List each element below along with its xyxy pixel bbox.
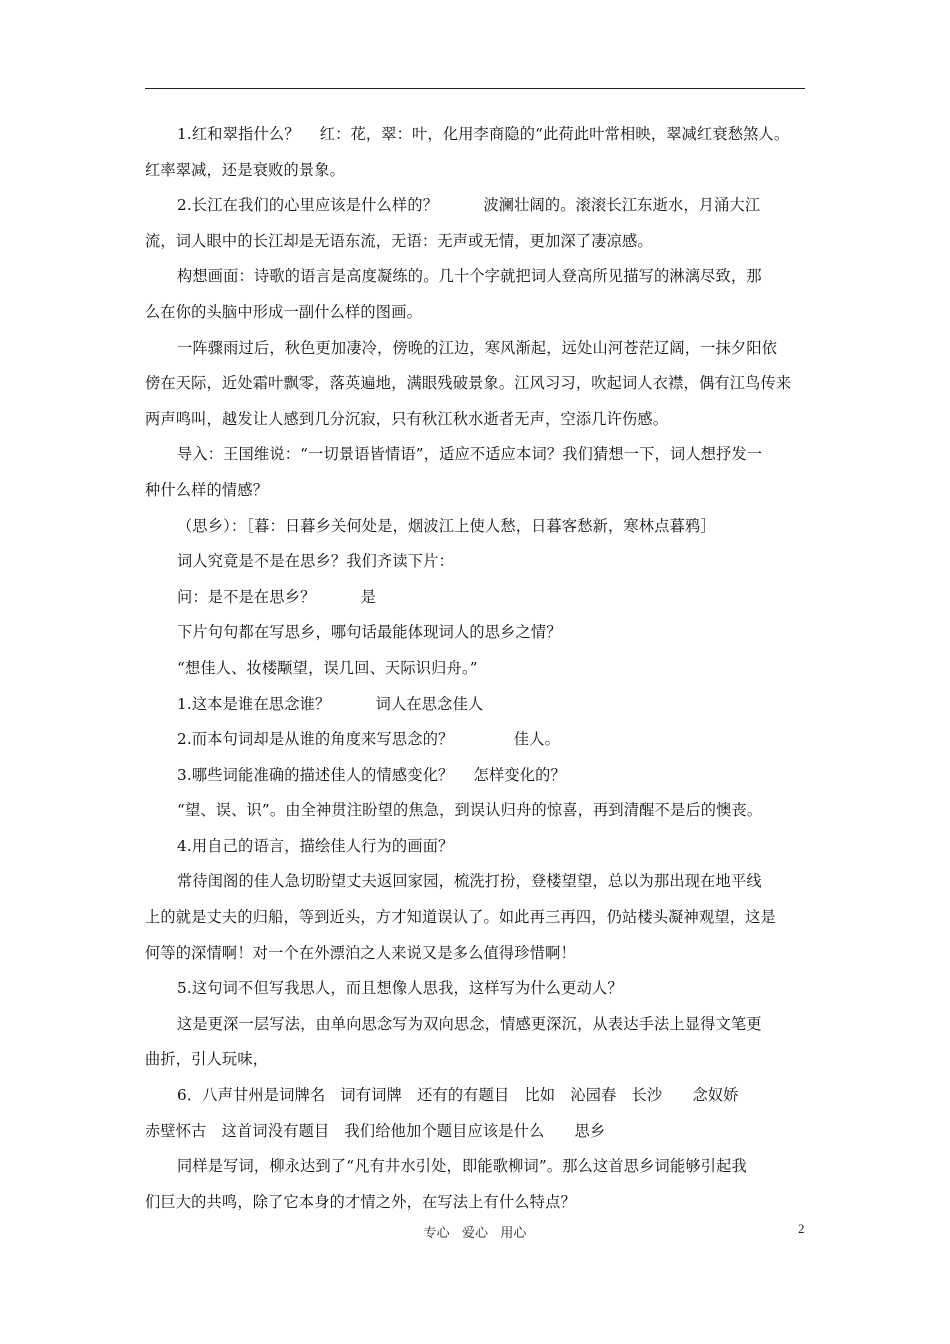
text-line: 5.这句词不但写我思人，而且想像人思我，这样写为什么更动人？ xyxy=(177,979,623,998)
text-line: 何等的深情啊！对一个在外漂泊之人来说又是多么值得珍惜啊！ xyxy=(145,943,576,962)
text-line: 4.用自己的语言，描绘佳人行为的画面？ xyxy=(177,836,454,855)
text-line: 导入：王国维说：“一切景语皆情语”，适应不适应本词？我们猜想一下，词人想抒发一 xyxy=(177,445,763,464)
footer-motto: 专心 爱心 用心 xyxy=(423,1226,527,1241)
text-line: 一阵骤雨过后，秋色更加凄冷，傍晚的江边，寒风渐起，远处山河苍茫辽阔，一抹夕阳依 xyxy=(177,338,778,357)
text-line: “想佳人、妆楼颙望，误几回、天际识归舟。” xyxy=(177,658,478,677)
text-line: 3.哪些词能准确的描述佳人的情感变化？ 怎样变化的？ xyxy=(177,765,566,784)
document-body xyxy=(145,117,809,1220)
text-line: 傍在天际，近处霜叶飘零，落英遍地，满眼残破景象。江风习习，吹起词人衣襟，偶有江鸟传来 xyxy=(145,374,792,393)
text-line: 红率翠减，还是衰败的景象。 xyxy=(145,160,346,179)
text-line: “望、误、识”。由全神贯注盼望的焦急，到误认归舟的惊喜，再到清醒不是后的懊丧。 xyxy=(177,801,763,820)
text-line: （思乡）：［暮：日暮乡关何处是，烟波江上使人愁，日暮客愁新，寒林点暮鸦］ xyxy=(177,516,716,535)
text-line: 两声鸣叫，越发让人感到几分沉寂，只有秋江秋水逝者无声，空添几许伤感。 xyxy=(145,409,669,428)
text-line: 2.而本句词却是从谁的角度来写思念的？ 佳人。 xyxy=(177,730,560,749)
text-line: 构想画面：诗歌的语言是高度凝练的。几十个字就把词人登高所见描写的淋漓尽致，那 xyxy=(177,267,762,286)
text-line: 么在你的头脑中形成一副什么样的图画。 xyxy=(145,302,422,321)
page-number: 2 xyxy=(798,1221,805,1236)
text-line: 2.长江在我们的心里应该是什么样的？ 波澜壮阔的。滚滚长江东逝水，月涌大江 xyxy=(177,196,761,215)
text-line: 赤壁怀古 这首词没有题目 我们给他加个题目应该是什么 思乡 xyxy=(145,1121,606,1140)
text-line: 同样是写词，柳永达到了“凡有井水引处，即能歌柳词”。那么这首思乡词能够引起我 xyxy=(177,1157,747,1176)
text-line: 6．八声甘州是词牌名 词有词牌 还有的有题目 比如 沁园春 长沙 念奴娇 xyxy=(177,1086,739,1105)
text-line: 曲折，引人玩味， xyxy=(145,1050,269,1069)
header-rule xyxy=(145,88,805,89)
text-line: 词人究竟是不是在思乡？我们齐读下片： xyxy=(177,552,454,571)
text-line: 1.红和翠指什么？ 红：花，翠：叶，化用李商隐的“此荷此叶常相映，翠减红衰愁煞人。 xyxy=(177,125,790,143)
text-line: 流，词人眼中的长江却是无语东流，无语：无声或无情，更加深了凄凉感。 xyxy=(145,231,653,250)
text-line: 种什么样的情感？ xyxy=(145,480,269,499)
text-line: 问：是不是在思乡？ 是 xyxy=(177,587,377,606)
text-line: 1.这本是谁在思念谁？ 词人在思念佳人 xyxy=(177,694,484,713)
text-line: 这是更深一层写法，由单向思念写为双向思念，情感更深沉，从表达手法上显得文笔更 xyxy=(177,1014,762,1033)
text-line: 上的就是丈夫的归船，等到近头，方才知道误认了。如此再三再四，仍站楼头凝神观望，这是 xyxy=(145,908,776,927)
text-line: 下片句句都在写思乡，哪句话最能体现词人的思乡之情？ xyxy=(177,623,562,642)
text-line: 们巨大的共鸣，除了它本身的才情之外，在写法上有什么特点？ xyxy=(145,1192,576,1211)
text-line: 常待闺阁的佳人急切盼望丈夫返回家园，梳洗打扮，登楼望望，总以为那出现在地平线 xyxy=(177,872,762,891)
